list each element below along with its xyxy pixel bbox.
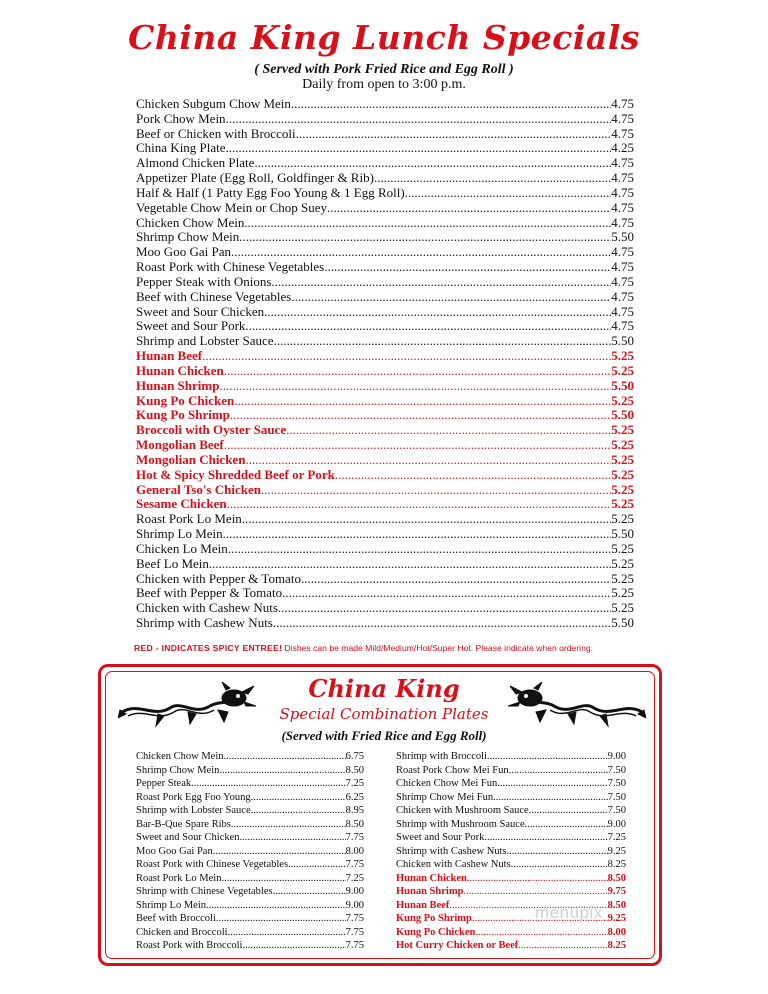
menu-item-price: 4.75 [611,171,634,186]
combo-subtitle: Special Combination Plates [279,705,489,723]
menu-item-name: Roast Pork Lo Mein [136,512,242,527]
menu-item-name: Chicken Chow Mein [136,215,245,230]
menu-item-price: 7.75 [345,926,364,938]
menu-item-name: Roast Pork with Broccoli [136,940,243,951]
dot-leader [242,939,345,953]
menu-item-name: Shrimp Chow Mei Fun [396,791,494,803]
menu-item-name: Sweet and Sour Chicken [136,832,240,843]
dot-leader [273,885,346,899]
menu-item-price: 4.75 [611,245,634,260]
menu-item-spicy [396,885,626,899]
menu-item-price: 4.75 [611,200,634,215]
menu-item-price: 9.00 [607,818,626,830]
dot-leader [251,791,346,805]
menu-item-price: 9.75 [607,886,626,897]
menu-item-price: 5.25 [611,452,634,467]
menu-item-price: 5.25 [611,467,634,482]
dot-leader [254,156,611,171]
menu-item-price: 4.75 [611,274,634,289]
menu-item [136,275,634,290]
menu-item-price: 9.00 [345,886,364,897]
menu-item-price: 7.50 [607,778,626,789]
dot-leader [264,305,611,320]
menu-item [136,127,634,142]
dot-leader [239,230,611,245]
menu-item-spicy [136,408,634,423]
menu-item-name: Kung Po Shrimp [136,408,230,423]
menu-item-price: 9.00 [607,751,626,762]
dot-leader [301,572,611,587]
menu-item-price: 5.25 [611,571,634,586]
menu-item [136,305,634,320]
menu-item-name: Almond Chicken Plate [136,156,255,171]
menu-item [396,845,626,859]
dot-leader [224,438,612,453]
menu-item [136,141,634,156]
dot-leader [484,831,607,845]
menu-item-price: 4.75 [611,304,634,319]
menu-item [136,586,634,601]
menu-item-price: 5.25 [611,393,634,408]
menu-item-price: 5.50 [611,615,634,630]
menu-item-name: Shrimp with Broccoli [396,751,487,762]
menu-item-spicy [136,379,634,394]
menu-item [136,872,364,886]
menu-item-price: 5.25 [611,586,634,601]
menu-item-price: 7.25 [345,872,364,884]
menu-item-name: Roast Pork Lo Mein [136,872,222,884]
menu-item-name: Hunan Shrimp [136,378,220,393]
menu-item-name: Shrimp Chow Mein [136,230,240,245]
dot-leader [274,334,612,349]
dot-leader [209,557,611,572]
menu-item [136,186,634,201]
menu-item-price: 5.25 [611,512,634,527]
menu-item-name: Chicken with Cashew Nuts [396,859,511,870]
dot-leader [518,939,607,953]
menu-item-price: 4.75 [611,260,634,275]
menu-item-price: 9.00 [345,899,364,911]
dot-leader [324,260,611,275]
dot-leader [273,616,611,631]
menu-item-name: Roast Pork Egg Foo Young [136,791,251,803]
menu-item-spicy [136,394,634,409]
menu-item-name: Sweet and Sour Pork [136,319,246,334]
menu-item [396,831,626,845]
menu-item-price: 4.75 [611,111,634,126]
menu-item-price: 4.75 [611,185,634,200]
dot-leader [228,542,612,557]
menu-item-name: Hunan Chicken [136,363,224,378]
menu-item [136,527,634,542]
menu-item [136,912,364,926]
menu-item-price: 8.25 [607,940,626,951]
menu-item-name: Shrimp with Mushroom Sauce [396,818,525,830]
menu-item-name: Sesame Chicken [136,497,227,512]
menu-item [136,512,634,527]
dot-leader [240,831,346,845]
menu-item-name: Hunan Chicken [396,872,467,884]
menu-item-price: 4.75 [611,126,634,141]
menu-item [396,858,626,872]
menu-item-spicy [136,497,634,512]
menu-item-name: Moo Goo Gai Pan [136,245,231,260]
menu-item [396,764,626,778]
menu-item-price: 7.50 [607,791,626,803]
dot-leader [231,818,346,832]
menu-item-name: China King Plate [136,141,226,156]
menu-item-price: 8.25 [607,859,626,870]
menu-item-price: 5.25 [611,423,634,438]
menu-item-price: 5.25 [611,497,634,512]
dot-leader [296,127,612,142]
menu-item-name: Mongolian Chicken [136,452,246,467]
menu-item [396,804,626,818]
dot-leader [251,804,346,818]
menu-item-name: Shrimp with Cashew Nuts [136,615,273,630]
menu-item-price: 7.75 [345,940,364,951]
menu-item [136,542,634,557]
menu-item-price: 5.50 [611,230,634,245]
menu-item-spicy [136,423,634,438]
menu-item-name: Shrimp with Cashew Nuts [396,845,507,857]
menu-item-price: 8.00 [607,926,626,938]
menu-item-price: 5.50 [611,408,634,423]
menu-item-name: Hunan Beef [136,349,203,364]
dot-leader [463,885,607,899]
spicy-note-label: RED - INDICATES SPICY ENTREE! [134,643,283,653]
dot-leader [223,527,612,542]
menu-item-name: Hunan Beef [396,899,450,911]
dot-leader [226,112,612,127]
menu-item [136,112,634,127]
dot-leader [374,171,611,186]
menu-item [136,572,634,587]
menu-item [136,926,364,940]
menu-item [136,804,364,818]
menu-item [136,885,364,899]
dot-leader [219,764,345,778]
menu-item-name: Pepper Steak [136,778,192,789]
dot-leader [245,319,611,334]
menu-item-name: Beef with Chinese Vegetables [136,289,292,304]
menu-item-name: Kung Po Shrimp [396,913,472,924]
menu-item-name: Shrimp and Lobster Sauce [136,334,274,349]
dot-leader [271,275,611,290]
menu-item [136,791,364,805]
menu-item-name: Shrimp with Chinese Vegetables [136,886,273,897]
dot-leader [261,483,611,498]
menu-item-name: Roast Pork with Chinese Vegetables [136,260,325,275]
combo-title: China King [308,674,460,703]
menu-item-name: Chicken with Mushroom Sauce [396,805,529,816]
menu-item-name: Broccoli with Oyster Sauce [136,423,287,438]
menu-item [136,616,634,631]
menu-item-price: 5.25 [611,601,634,616]
menu-item [136,818,364,832]
dot-leader [224,364,611,379]
menu-item-name: Beef Lo Mein [136,556,209,571]
menu-item-name: Hot & Spicy Shredded Beef or Pork [136,467,335,482]
menu-item-price: 7.25 [607,832,626,843]
menu-item-price: 5.25 [611,541,634,556]
dot-leader [335,468,611,483]
menu-item [136,260,634,275]
dot-leader [511,858,608,872]
menu-item [136,230,634,245]
menu-item [136,216,634,231]
menu-item-name: Pork Chow Mein [136,111,226,126]
menu-item-price: 4.25 [611,141,634,156]
menu-item-spicy [136,438,634,453]
dot-leader [234,394,611,409]
menu-item [136,750,364,764]
menu-item-price: 7.75 [345,832,364,843]
menu-item [136,156,634,171]
menu-item-name: Chicken Lo Mein [136,541,228,556]
dot-leader [245,453,611,468]
menu-item-name: Beef with Broccoli [136,913,216,924]
menu-item-price: 7.50 [607,764,626,776]
menu-item-name: Chicken with Pepper & Tomato [136,571,301,586]
dot-leader [327,201,611,216]
menu-item [396,777,626,791]
menu-item [136,171,634,186]
menu-item-name: Shrimp with Lobster Sauce [136,805,251,816]
spicy-note-text: Dishes can be made Mild/Medium/Hot/Super Hot. Please indicate when ordering. [284,643,594,653]
menu-item-price: 5.25 [611,363,634,378]
menu-item-spicy [136,483,634,498]
menu-item-name: Appetizer Plate (Egg Roll, Goldfinger & Rib) [136,171,374,186]
menu-item [136,97,634,112]
menu-item-price: 5.25 [611,438,634,453]
menu-item-name: Roast Pork Chow Mei Fun [396,764,509,776]
dot-leader [228,926,346,940]
menu-item-price: 8.50 [607,872,626,884]
menu-item [136,334,634,349]
menu-item-name: Bar-B-Que Spare Ribs [136,818,231,830]
menu-item-name: Shrimp Lo Mein [136,527,223,542]
watermark: menupix [535,903,603,922]
menu-item-price: 8.50 [607,899,626,911]
menu-item [136,319,634,334]
menu-item-price: 8.50 [345,764,364,776]
menu-item-name: Chicken with Cashew Nuts [136,601,278,616]
menu-item-price: 8.00 [345,845,364,857]
menu-item-price: 4.75 [611,156,634,171]
dot-leader [405,186,612,201]
menu-item-price: 5.25 [611,482,634,497]
spicy-note [134,643,654,653]
menu-item [136,290,634,305]
dot-leader [493,791,607,805]
dot-leader [213,845,346,859]
menu-item-price: 9.25 [607,845,626,857]
menu-item-name: Beef with Pepper & Tomato [136,586,283,601]
menu-item-price: 5.50 [611,527,634,542]
menu-item-name: Hot Curry Chicken or Beef [396,940,519,951]
menu-item-name: General Tso's Chicken [136,482,261,497]
menu-item-name: Vegetable Chow Mein or Chop Suey [136,200,328,215]
dot-leader [191,777,346,791]
dot-leader [231,245,611,260]
menu-item-name: Hunan Shrimp [396,886,464,897]
menu-item-price: 4.75 [611,289,634,304]
dot-leader [221,872,345,886]
menu-item-price: 6.75 [345,751,364,762]
menu-item-price: 4.75 [611,319,634,334]
dot-leader [226,141,612,156]
menu-item-name: Beef or Chicken with Broccoli [136,126,296,141]
dot-leader [206,899,346,913]
menu-item-price: 7.50 [607,805,626,816]
menu-item-price: 5.50 [611,334,634,349]
menu-item-name: Kung Po Chicken [396,926,476,938]
menu-item-name: Shrimp Lo Mein [136,899,206,911]
menu-subtitle: ( Served with Pork Fried Rice and Egg Roll ) [254,62,514,77]
dot-leader [497,777,607,791]
menu-item-price: 5.25 [611,556,634,571]
menu-item-name: Moo Goo Gai Pan [136,845,213,857]
dot-leader [525,818,608,832]
menu-item-price: 8.50 [345,818,364,830]
menu-item-name: Mongolian Beef [136,438,224,453]
menu-item-name: Half & Half (1 Patty Egg Foo Young & 1 Egg Roll) [136,185,405,200]
menu-item-spicy [396,926,626,940]
dot-leader [475,926,607,940]
dot-leader [467,872,608,886]
dot-leader [202,349,611,364]
dot-leader [282,586,611,601]
menu-item-spicy [136,364,634,379]
menu-item-price: 6.25 [345,791,364,803]
menu-title: China King Lunch Specials [128,18,640,57]
menu-item-name: Chicken Subgum Chow Mein [136,97,291,111]
menu-item-name: Sweet and Sour Pork [396,832,485,843]
menu-item [396,791,626,805]
menu-item-name: Chicken and Broccoli [136,926,228,938]
menu-item [136,557,634,572]
menu-item [396,750,626,764]
dot-leader [219,379,611,394]
menu-item [136,777,364,791]
dot-leader [216,912,346,926]
menu-item [136,831,364,845]
menu-item-price: 4.75 [611,97,634,111]
menu-item-spicy [136,453,634,468]
menu-item-spicy [136,349,634,364]
menu-item [136,245,634,260]
menu-item-price: 9.25 [607,913,626,924]
menu-item-spicy [396,872,626,886]
combo-note: (Served with Fried Rice and Egg Roll) [281,728,487,743]
dot-leader [288,858,346,872]
menu-item-name: Roast Pork with Chinese Vegetables [136,859,289,870]
menu-item-price: 5.25 [611,349,634,364]
menu-item-price: 8.95 [345,805,364,816]
menu-item [396,818,626,832]
menu-item [136,899,364,913]
dot-leader [278,601,611,616]
lunch-specials-list [136,97,634,631]
dot-leader [286,423,611,438]
menu-item-name: Shrimp Chow Mein [136,764,220,776]
dot-leader [244,216,611,231]
menu-item [136,201,634,216]
dot-leader [224,750,346,764]
menu-item-price: 4.75 [611,215,634,230]
dot-leader [487,750,608,764]
menu-item-name: Pepper Steak with Onions [136,274,272,289]
dot-leader [230,408,611,423]
menu-item-spicy [136,468,634,483]
menu-item [136,845,364,859]
menu-item-price: 7.75 [345,859,364,870]
menu-item-name: Chicken Chow Mein [136,751,224,762]
menu-item [136,939,364,953]
dot-leader [509,764,608,778]
menu-item-spicy [396,939,626,953]
menu-item-name: Chicken Chow Mei Fun [396,778,498,789]
menu-hours: Daily from open to 3:00 p.m. [302,77,466,92]
dot-leader [227,497,612,512]
menu-item-price: 7.25 [345,778,364,789]
menu-item [136,858,364,872]
menu-item [136,764,364,778]
menu-item-name: Sweet and Sour Chicken [136,304,265,319]
menu-item-price: 5.50 [611,378,634,393]
dot-leader [507,845,608,859]
dot-leader [529,804,608,818]
menu-item-price: 7.75 [345,913,364,924]
dot-leader [291,97,611,112]
combo-list-left [136,750,364,953]
dot-leader [242,512,611,527]
menu-item-name: Kung Po Chicken [136,393,235,408]
dot-leader [291,290,611,305]
menu-item [136,601,634,616]
